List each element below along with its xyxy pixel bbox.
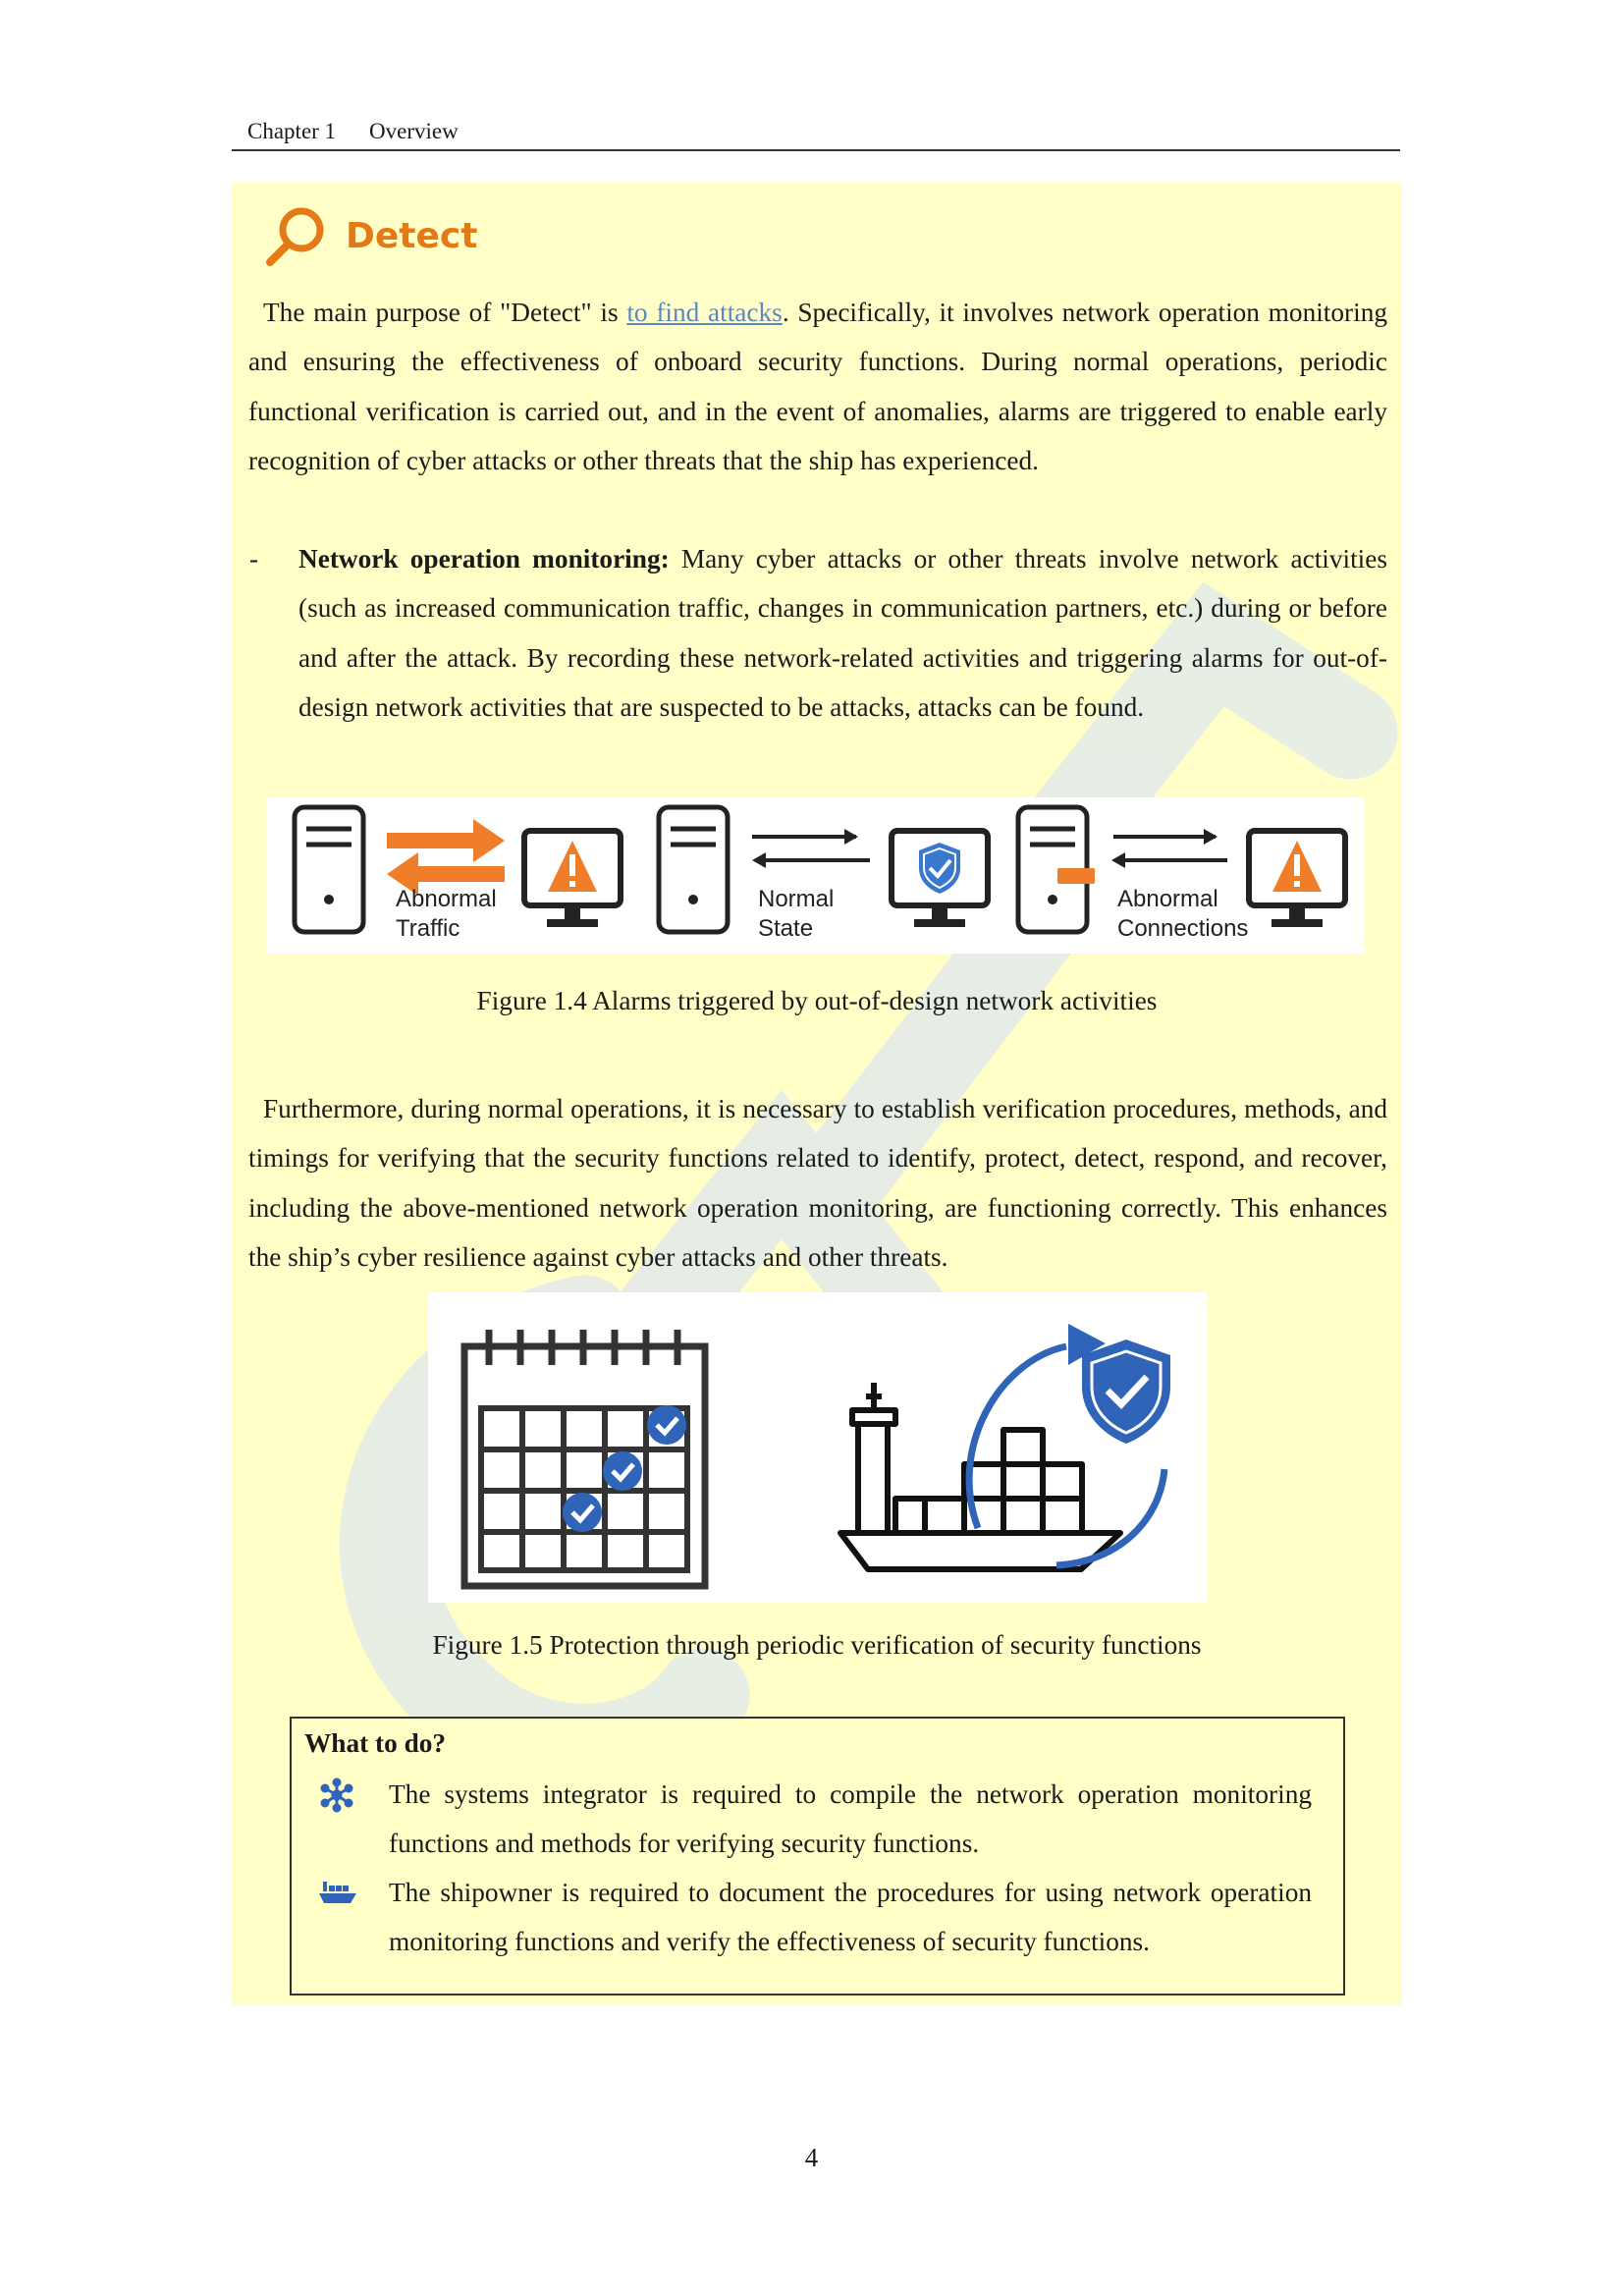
- page-header: [232, 114, 1400, 151]
- figure-1-5: [428, 1292, 1208, 1603]
- calendar-icon: [464, 1330, 705, 1586]
- intro-text-end: . Specifically, it involves network operation monitoring and ensuring the effectiveness of onboard security functions. During normal operations, periodic functional verification is carried out, and in the event of anomalies, alarms are triggered to enable early recognition of cyber attacks or other threats that the ship has experienced.: [248, 298, 1387, 476]
- alert-monitor-icon-2: [1249, 831, 1345, 927]
- page-number: 4: [804, 2143, 819, 2172]
- server-icon-3: [1018, 807, 1095, 932]
- section-title-text: Detect: [346, 216, 478, 256]
- magnifier-icon: [261, 202, 330, 271]
- intro-text-start: The main purpose of "Detect" is: [263, 298, 627, 327]
- figure-1-4: [267, 797, 1365, 954]
- server-icon-2: [659, 807, 728, 932]
- what-to-do-title: What to do?: [304, 1728, 447, 1758]
- figure-1-5-graphic: [428, 1292, 1208, 1603]
- abnormal-connections-label: [1117, 885, 1248, 944]
- bullet-label: Network operation monitoring:: [298, 544, 670, 574]
- abnormal-traffic-label-line1: Abnormal: [396, 886, 497, 912]
- abnormal-connections-label-line1: Abnormal: [1117, 886, 1218, 912]
- shield-check-icon: [1082, 1339, 1170, 1444]
- abnormal-traffic-label: [396, 885, 497, 944]
- bullet-network-monitoring: [298, 534, 1387, 733]
- figure-1-5-caption: Figure 1.5 Protection through periodic verification of security functions: [432, 1630, 1202, 1660]
- what-to-do-box: [290, 1717, 1345, 1995]
- furthermore-text: Furthermore, during normal operations, it is necessary to establish verification procedures, methods, and timings for verifying that the security functions related to identify, protect, detect, respond, and recover, including the above-mentioned network operation monitoring, are functioning correctly. This enhances the ship’s cyber resilience against cyber attacks and other threats.: [248, 1094, 1387, 1273]
- find-attacks-link[interactable]: to find attacks: [626, 298, 783, 327]
- normal-state-label-line1: Normal: [758, 886, 835, 912]
- figure-1-4-caption: Figure 1.4 Alarms triggered by out-of-design network activities: [476, 986, 1158, 1015]
- header-section: Overview: [369, 119, 459, 143]
- ship-icon: [319, 1878, 358, 1907]
- bullet-text: Many cyber attacks or other threats involve network activities (such as increased communication traffic, changes in communication partners, etc.) during or before and after the attack. By recording these network-related activities and triggering alarms for out-of-design network activities that are suspected to be attacks, attacks can be found.: [298, 544, 1387, 723]
- alert-monitor-icon-1: [524, 831, 621, 927]
- furthermore-paragraph: [248, 1084, 1387, 1283]
- intro-paragraph: [248, 288, 1387, 486]
- detect-panel: [232, 183, 1402, 2005]
- normal-state-label-line2: State: [758, 915, 814, 942]
- abnormal-connections-label-line2: Connections: [1117, 915, 1249, 942]
- abnormal-traffic-label-line2: Traffic: [396, 915, 460, 942]
- normal-state-label: [758, 885, 834, 944]
- server-icon-1: [295, 807, 363, 932]
- what-to-do-item-2: The shipowner is required to document the procedures for using network operation monitoring functions and verify the effectiveness of security functions.: [389, 1878, 1312, 1957]
- secure-monitor-icon: [892, 831, 988, 927]
- normal-traffic-arrows-icon: [752, 829, 870, 868]
- calendar-check-icons: [563, 1405, 686, 1532]
- usb-device-icon: [1057, 868, 1095, 884]
- network-icon: [319, 1777, 354, 1813]
- cargo-ship-icon: [840, 1383, 1120, 1569]
- what-to-do-item-1: The systems integrator is required to compile the network operation monitoring functions and methods for verifying security functions.: [389, 1779, 1312, 1859]
- bullet-dash: -: [249, 544, 259, 574]
- header-chapter: Chapter 1: [247, 119, 337, 143]
- abnormal-connection-arrows-icon: [1111, 829, 1227, 868]
